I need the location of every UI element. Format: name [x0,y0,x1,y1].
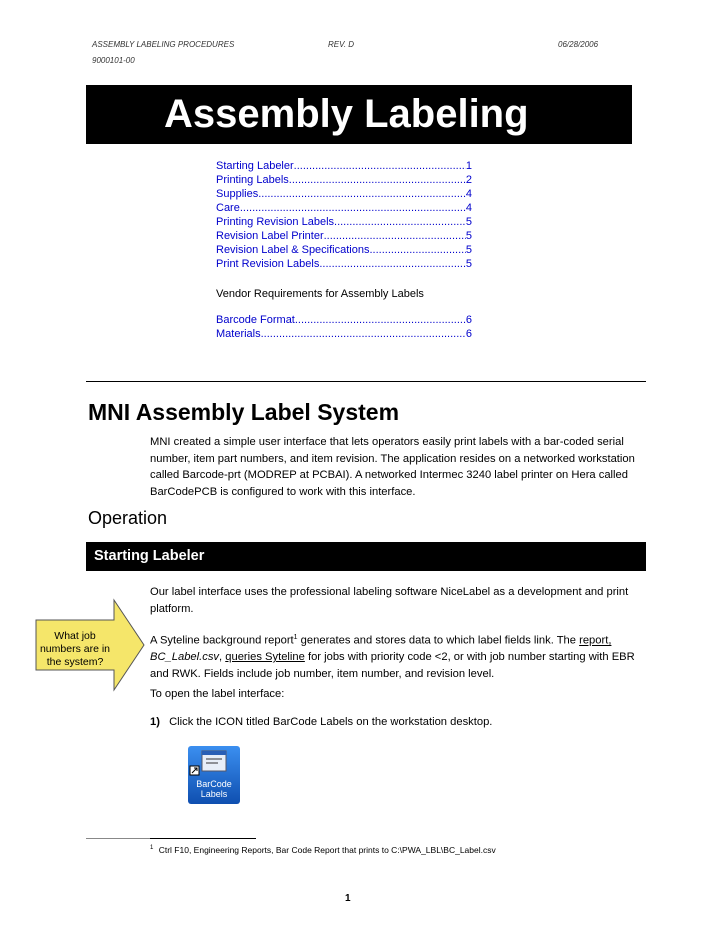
toc-item[interactable]: Print Revision Labels ..... 5 [216,258,472,273]
toc-item[interactable]: Printing Revision Labels ..... 5 [216,216,472,231]
header-date: 06/28/2006 [558,40,599,49]
footnote: $^1$ Ctrl F10, Engineering Reports, Bar Code Report that prints to C:\PWA_LBL\BC_Label.csv [150,845,496,855]
toc-item[interactable]: Barcode Format ..... 6 [216,314,472,329]
toc-item[interactable]: Revision Label Printer ..... 5 [216,230,472,245]
step-text: Click the ICON titled BarCode Labels on the workstation desktop. [169,716,493,728]
toc-item[interactable]: Starting Labeler ..... 1 [216,160,472,175]
vendor-heading: Vendor Requirements for Assembly Labels [216,288,424,300]
toc-item[interactable]: Printing Labels ..... 2 [216,174,472,189]
step-number: 1) [150,716,160,728]
toc-item[interactable]: Revision Label & Specifications ..... 5 [216,244,472,259]
header-doc-number: 9000101-00 [92,56,135,65]
header-revision: REV. D [328,40,355,49]
queries-link[interactable]: queries Syteline [225,651,305,664]
section-title: MNI Assembly Label System [88,399,400,425]
operation-heading: Operation [88,508,168,528]
barcode-labels-desktop-icon[interactable] [188,746,240,804]
footnote-ref[interactable]: 1 [293,634,298,641]
open-instructions: To open the label interface: [150,688,285,700]
toc-item[interactable]: Supplies ..... 4 [216,188,472,203]
intro-paragraph: MNI created a simple user interface that lets operators easily print labels with a bar-coded serial number, item part numbers, and item revision. The application resides on a networked workstation called Barcode-prt (MODREP at PCBAI). A networked Intermec 3240 label printer on Hera called BarCodePCB is configured to work with this interface. [150,436,635,498]
footnote-rule [150,838,256,839]
report-link[interactable]: report, [579,634,612,647]
nicelabel-paragraph: Our label interface uses the professional labeling software NiceLabel as a development and print platform. [150,586,629,615]
syteline-paragraph: A Syteline background report$^1$ generates and stores data to which label fields link. The report, BC_Label.csv, queries Syteline for jobs with priority code <2, or with job number starting with EBR and RWK. Fields include job number, item number, and revision level. [150,634,635,680]
subsection-title: Starting Labeler [94,548,205,564]
icon-caption: BarCode Labels [196,779,232,799]
step-1 [150,716,492,728]
section-divider [86,381,646,382]
page-number: 1 [345,893,351,904]
footnote-rule-left [86,838,150,839]
header-title: ASSEMBLY LABELING PROCEDURES [92,40,235,49]
file-name: BC_Label.csv [150,651,220,664]
toc-item[interactable]: Materials ..... 6 [216,328,472,343]
callout-text: What job numbers are in the system? [39,630,111,668]
page-title: Assembly Labeling [164,92,529,136]
toc-item[interactable]: Care ..... 4 [216,202,472,217]
